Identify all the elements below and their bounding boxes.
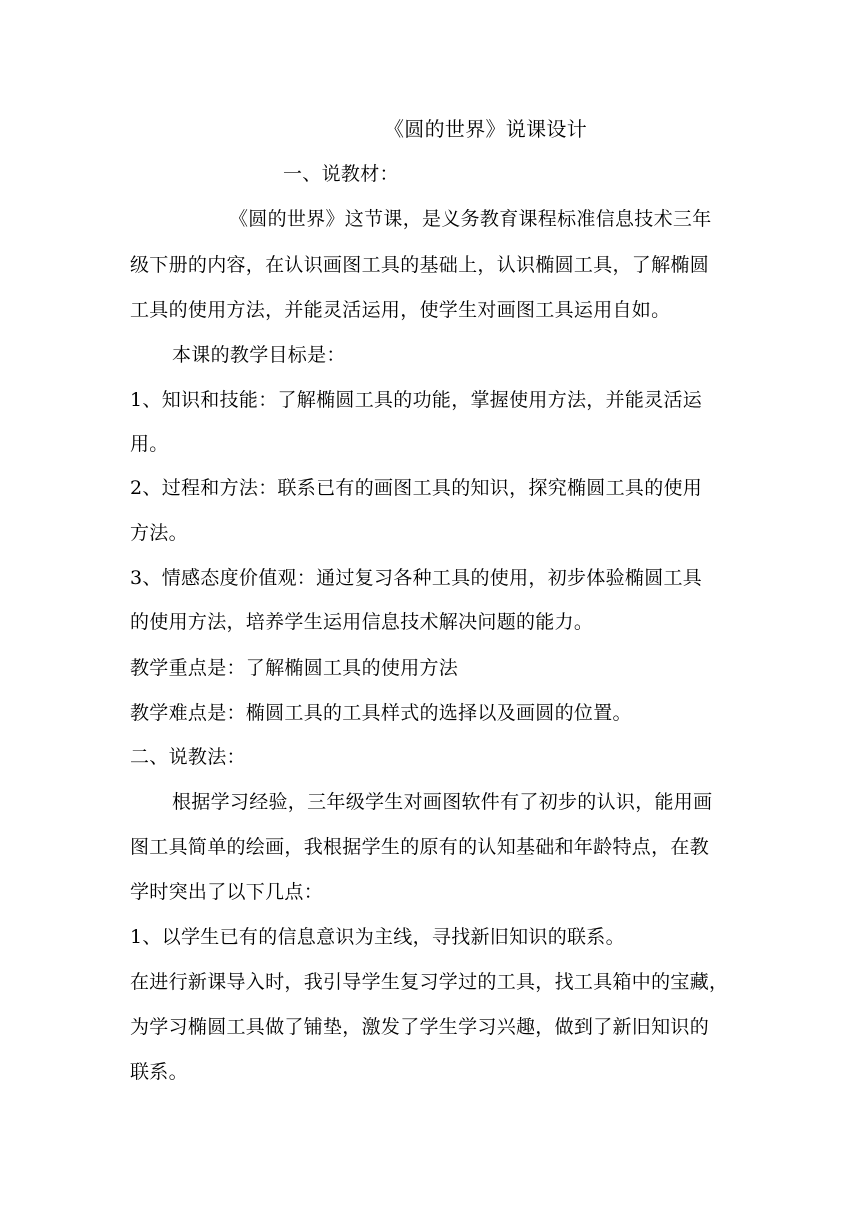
method-line-3: 学时突出了以下几点：: [130, 881, 324, 903]
method-line-2: 图工具简单的绘画，我根据学生的原有的认知基础和年龄特点，在教: [130, 836, 710, 858]
goals-heading: 本课的教学目标是：: [172, 344, 346, 366]
goal1-line-2: 用。: [130, 433, 169, 455]
document-title: 《圆的世界》说课设计: [384, 117, 587, 141]
intro-line-3: 工具的使用方法，并能灵活运用，使学生对画图工具运用自如。: [130, 299, 671, 321]
intro-line-2: 级下册的内容，在认识画图工具的基础上，认识椭圆工具，了解椭圆: [130, 254, 710, 276]
goal2-line-2: 方法。: [130, 522, 188, 544]
section1-heading: 一、说教材：: [283, 163, 399, 185]
difficult-point: 教学难点是：椭圆工具的工具样式的选择以及画圆的位置。: [130, 702, 632, 724]
goal3-line-2: 的使用方法，培养学生运用信息技术解决问题的能力。: [130, 611, 594, 633]
point1-heading: 1、以学生已有的信息意识为主线，寻找新旧知识的联系。: [130, 926, 625, 948]
point1-line-1: 在进行新课导入时，我引导学生复习学过的工具，找工具箱中的宝藏，: [130, 971, 729, 993]
intro-line-1: 《圆的世界》这节课，是义务教育课程标准信息技术三年: [229, 208, 712, 230]
goal3-line-1: 3、情感态度价值观：通过复习各种工具的使用，初步体验椭圆工具: [130, 567, 703, 589]
section2-heading: 二、说教法：: [130, 746, 246, 768]
goal2-line-1: 2、过程和方法：联系已有的画图工具的知识，探究椭圆工具的使用: [130, 477, 703, 499]
method-line-1: 根据学习经验，三年级学生对画图软件有了初步的认识，能用画: [172, 791, 713, 813]
goal1-line-1: 1、知识和技能：了解椭圆工具的功能，掌握使用方法，并能灵活运: [130, 389, 703, 411]
key-point: 教学重点是：了解椭圆工具的使用方法: [130, 657, 459, 679]
point1-line-3: 联系。: [130, 1061, 188, 1083]
point1-line-2: 为学习椭圆工具做了铺垫，激发了学生学习兴趣，做到了新旧知识的: [130, 1016, 710, 1038]
